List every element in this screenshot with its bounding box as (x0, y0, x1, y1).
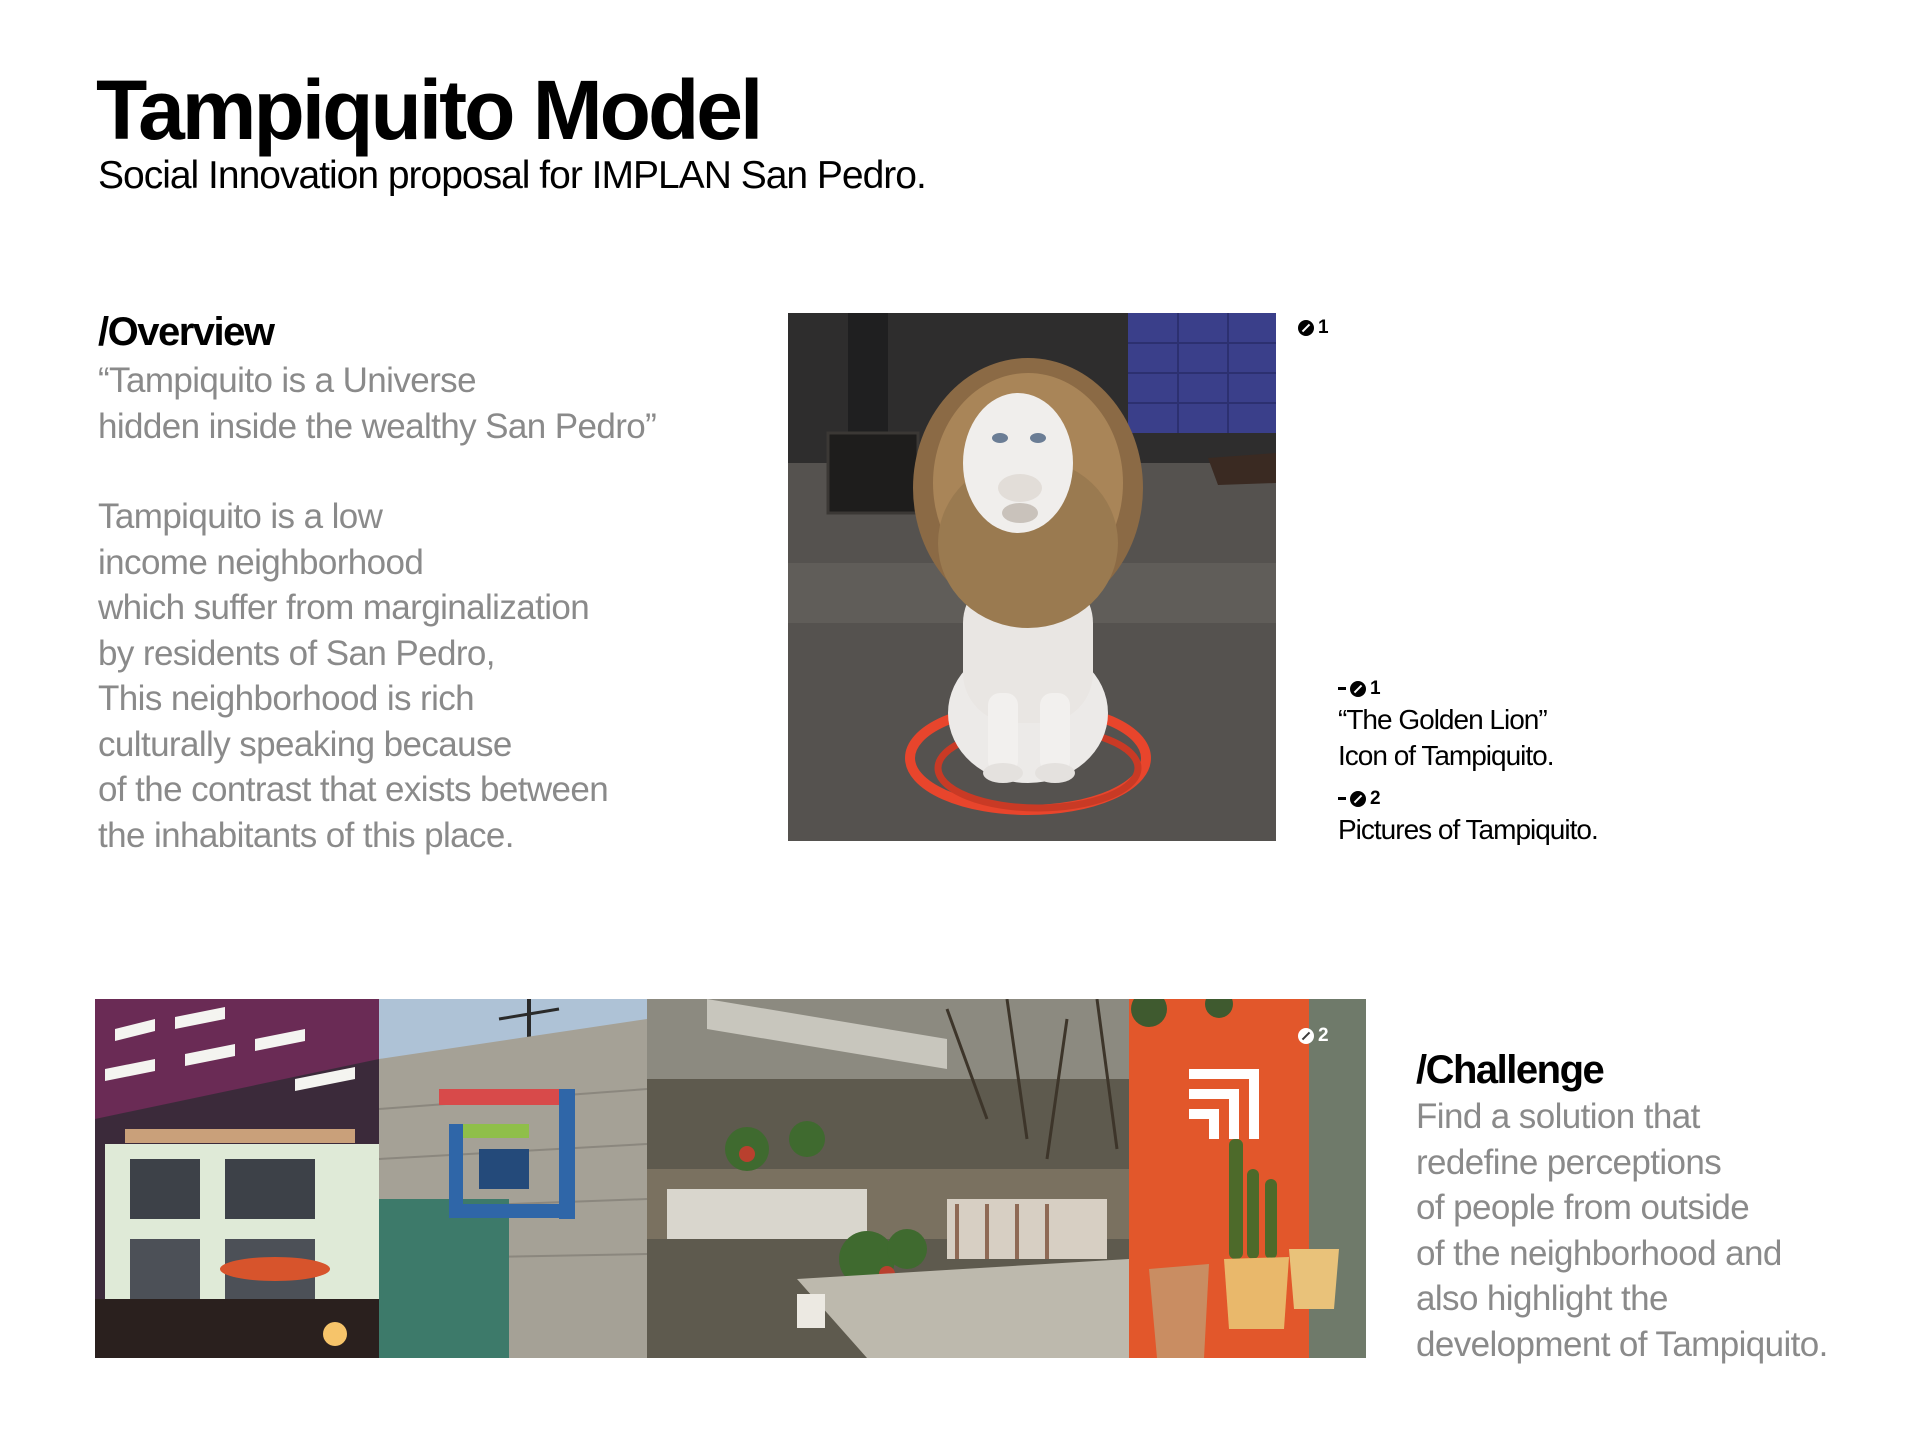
caption-number: 2 (1370, 788, 1381, 809)
figure-number: 1 (1318, 317, 1329, 338)
caption-2-text (1338, 812, 1598, 848)
body-line: also highlight the (1416, 1279, 1668, 1318)
overview-quote (98, 358, 656, 449)
tampiquito-photo-strip (95, 999, 1366, 1358)
overview-heading: /Overview (98, 310, 274, 354)
body-line: by residents of San Pedro, (98, 633, 495, 673)
orange-wall-cactus-photo (1129, 999, 1366, 1358)
caption-2-marker (1338, 789, 1381, 808)
slash-circle-icon (1298, 320, 1314, 336)
figure-1-marker (1298, 318, 1329, 337)
caption-number: 1 (1370, 678, 1381, 699)
golden-lion-photo (788, 313, 1276, 841)
figure-2-marker (1298, 1026, 1329, 1045)
slash-circle-icon (1298, 1028, 1314, 1044)
body-line: the inhabitants of this place. (98, 815, 514, 855)
slash-circle-icon (1350, 681, 1366, 697)
body-line: of people from outside (1416, 1188, 1750, 1227)
caption-1-marker (1338, 679, 1381, 698)
body-line: which suffer from marginalization (98, 588, 590, 627)
body-line: income neighborhood (98, 542, 424, 582)
page-subtitle: Social Innovation proposal for IMPLAN San Pedro. (98, 154, 926, 197)
overview-body (98, 494, 608, 858)
warehouse-house-photo (95, 999, 379, 1358)
challenge-heading: /Challenge (1416, 1048, 1604, 1092)
caption-line: Pictures of Tampiquito. (1338, 814, 1598, 845)
body-line: of the contrast that exists between (98, 770, 609, 809)
body-line: redefine perceptions (1416, 1142, 1722, 1182)
body-line: Find a solution that (1416, 1097, 1700, 1136)
body-line: Tampiquito is a low (98, 497, 383, 536)
challenge-body (1416, 1094, 1828, 1367)
caption-1-text (1338, 702, 1554, 774)
painted-wall-photo (379, 999, 647, 1358)
body-line: development of Tampiquito. (1416, 1324, 1828, 1364)
body-line: culturally speaking because (98, 724, 512, 764)
quote-line: hidden inside the wealthy San Pedro” (98, 406, 657, 446)
figure-number: 2 (1318, 1025, 1329, 1046)
caption-line: Icon of Tampiquito. (1338, 740, 1554, 771)
page-title: Tampiquito Model (96, 63, 761, 157)
dash-icon (1338, 687, 1346, 690)
quote-line: “Tampiquito is a Universe (98, 361, 476, 400)
body-line: This neighborhood is rich (98, 679, 475, 718)
caption-line: “The Golden Lion” (1338, 704, 1547, 735)
body-line: of the neighborhood and (1416, 1233, 1782, 1273)
dash-icon (1338, 797, 1346, 800)
garden-patio-photo (647, 999, 1129, 1358)
golden-lion-illustration (788, 313, 1276, 841)
slash-circle-icon (1350, 791, 1366, 807)
